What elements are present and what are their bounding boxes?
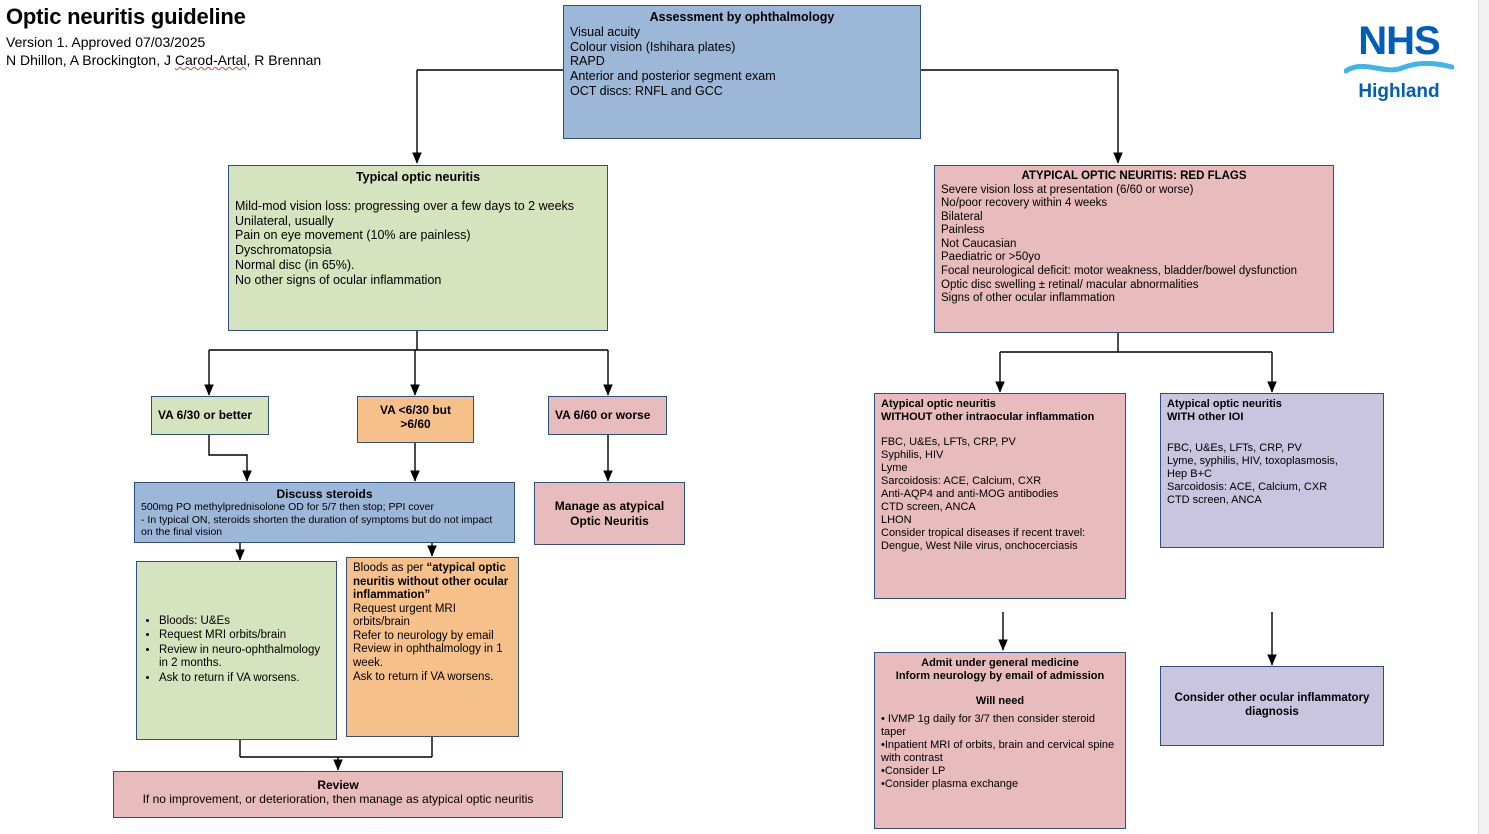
node-with-line-3: Sarcoidosis: ACE, Calcium, CXR [1167,480,1328,493]
node-steroids-line-0: 500mg PO methylprednisolone OD for 5/7 then stop; PPI cover [141,501,434,514]
page-title: Optic neuritis guideline [6,4,246,29]
node-assessment-line-3: Anterior and posterior segment exam [570,69,776,83]
node-typical-followup-actions[interactable] [136,561,337,740]
node-steroids-line-1: - In typical ON, steroids shorten the duration of symptoms but do not impact [141,513,493,526]
node-with-line-4: CTD screen, ANCA [1167,493,1262,506]
node-admit-subtitle: Will need [975,694,1025,707]
node-atypical-without-ioi[interactable] [874,393,1126,599]
node-with-line-0: FBC, U&Es, LFTs, CRP, PV [1167,441,1302,454]
node-typical-line-2: Pain on eye movement (10% are painless) [235,228,471,243]
node-manage-atypical-line-1: Optic Neuritis [570,513,649,528]
node-typical-line-4: Normal disc (in 65%). [235,257,355,272]
node-va-mid-line-0: VA <6/30 but [379,403,452,417]
node-typical-line-0: Mild-mod vision loss: progressing over a few days to 2 weeks [235,198,575,213]
nhs-wordmark: NHS [1358,19,1440,63]
authors-post: , R Brennan [246,52,322,69]
node-admit-title-0: Admit under general medicine [921,657,1079,669]
node-without-line-4: Anti-AQP4 and anti-MOG antibodies [881,487,1059,500]
node-atypical-with-ioi[interactable] [1160,393,1384,548]
node-admit-general-medicine[interactable] [874,652,1126,829]
node-typical-optic-neuritis[interactable] [228,165,608,331]
typical-action-0: • Bloods: U&Es [159,615,330,629]
node-red-flags-title: ATYPICAL OPTIC NEURITIS: RED FLAGS [1021,170,1247,182]
node-discuss-steroids[interactable] [134,482,515,543]
orange-action-1: Refer to neurology by email [353,629,494,642]
authors-pre: N Dhillon, A Brockington, J [6,52,175,69]
orange-actions-lead-bold: “atypical optic neuritis without other ocular inflammation” [353,562,509,602]
node-red-flags-line-5: Paediatric or >50yo [941,251,1041,264]
node-typical-line-5: No other signs of ocular inflammation [235,272,442,287]
node-steroids-title: Discuss steroids [276,487,373,501]
node-assessment-line-1: Colour vision (Ishihara plates) [570,39,736,54]
node-typical-line-3: Dyschromatopsia [235,243,332,257]
typical-actions-list [143,615,330,687]
node-without-title-1: WITHOUT other intraocular inflammation [881,410,1095,423]
node-assessment-title: Assessment by ophthalmology [649,10,835,24]
node-without-title-0: Atypical optic neuritis [881,398,996,410]
node-without-line-8: Dengue, West Nile virus, onchocerciasis [881,539,1078,552]
node-review-line-0: If no improvement, or deterioration, then manage as atypical optic neuritis [142,792,534,807]
node-red-flags-line-0: Severe vision loss at presentation (6/60 or worse) [941,183,1194,196]
node-manage-atypical-line-0: Manage as atypical [554,499,665,514]
typical-action-3: • Ask to return if VA worsens. [159,672,330,686]
node-consider-other-diagnosis[interactable] [1160,666,1384,746]
node-manage-as-atypical[interactable] [534,482,685,545]
node-va-worse-line-0: VA 6/60 or worse [555,408,651,423]
orange-actions-lead-wrap [353,562,512,603]
node-with-title-0: Atypical optic neuritis [1167,398,1282,410]
node-red-flags-line-7: Optic disc swelling ± retinal/ macular abnormalities [941,278,1199,291]
node-consider-line-0: Consider other ocular inflammatory [1174,692,1370,705]
orange-action-0: Request urgent MRI orbits/brain [353,602,456,629]
nhs-swoosh-icon [1344,61,1454,75]
node-atypical-red-flags[interactable] [934,165,1334,333]
typical-action-1: • Request MRI orbits/brain [159,629,330,643]
node-review-title: Review [317,778,359,792]
node-without-line-6: LHON [881,513,912,526]
node-red-flags-line-2: Bilateral [941,210,983,223]
orange-action-2: Review in ophthalmology in 1 week. [353,643,503,669]
node-with-line-1: Lyme, syphilis, HIV, toxoplasmosis, [1167,454,1338,467]
node-without-line-1: Syphilis, HIV [881,448,944,461]
version-line: Version 1. Approved 07/03/2025 [6,34,206,50]
node-red-flags-line-3: Painless [941,224,985,237]
node-without-line-0: FBC, U&Es, LFTs, CRP, PV [881,435,1016,448]
node-admit-line-3: •Consider plasma exchange [881,777,1019,790]
node-admit-title-1: Inform neurology by email of admission [895,669,1105,682]
node-without-line-7: Consider tropical diseases if recent travel: [881,526,1086,539]
node-intermediate-va-actions[interactable] [346,557,519,737]
node-without-line-3: Sarcoidosis: ACE, Calcium, CXR [881,474,1042,487]
node-typical-title: Typical optic neuritis [355,170,481,184]
authors-line [6,51,546,69]
nhs-region-label: Highland [1358,81,1440,102]
node-red-flags-line-1: No/poor recovery within 4 weeks [941,197,1108,210]
orange-actions-lead: Bloods as per [353,562,427,574]
node-admit-line-2: •Consider LP [881,764,946,777]
node-red-flags-line-8: Signs of other ocular inflammation [941,292,1115,305]
node-admit-line-0: • IVMP 1g daily for 3/7 then consider steroid taper [881,712,1095,738]
node-typical-line-1: Unilateral, usually [235,213,334,228]
node-with-title-1: WITH other IOI [1167,410,1244,423]
node-consider-line-1: diagnosis [1245,706,1299,718]
authors-spellchecked: Carod-Artal [174,52,247,69]
nhs-highland-logo [1337,19,1461,102]
node-va-better-line-0: VA 6/30 or better [158,408,253,423]
typical-action-2: • Review in neuro-ophthalmology in 2 months. [159,644,330,671]
title-block [6,4,546,69]
page-right-margin [1478,0,1489,834]
node-assessment-line-0: Visual acuity [570,24,640,39]
node-assessment[interactable] [563,5,921,139]
orange-action-3: Ask to return if VA worsens. [353,670,494,683]
node-steroids-line-2: on the final vision [141,525,223,538]
node-va-6-60-or-worse[interactable] [548,396,667,435]
node-va-6-30-to-6-60[interactable] [357,396,474,443]
node-with-line-2: Hep B+C [1167,467,1212,480]
node-assessment-line-4: OCT discs: RNFL and GCC [570,83,723,98]
node-review[interactable] [113,771,563,818]
node-red-flags-line-4: Not Caucasian [941,237,1017,250]
node-without-line-2: Lyme [881,461,908,474]
node-va-mid-line-1: >6/60 [400,417,431,432]
node-without-line-5: CTD screen, ANCA [881,500,976,513]
node-red-flags-line-6: Focal neurological deficit: motor weakness, bladder/bowel dysfunction [941,264,1298,277]
node-va-6-30-or-better[interactable] [151,396,269,435]
node-admit-line-1: •Inpatient MRI of orbits, brain and cervical spine with contrast [881,738,1115,764]
node-assessment-line-2: RAPD [570,54,605,69]
